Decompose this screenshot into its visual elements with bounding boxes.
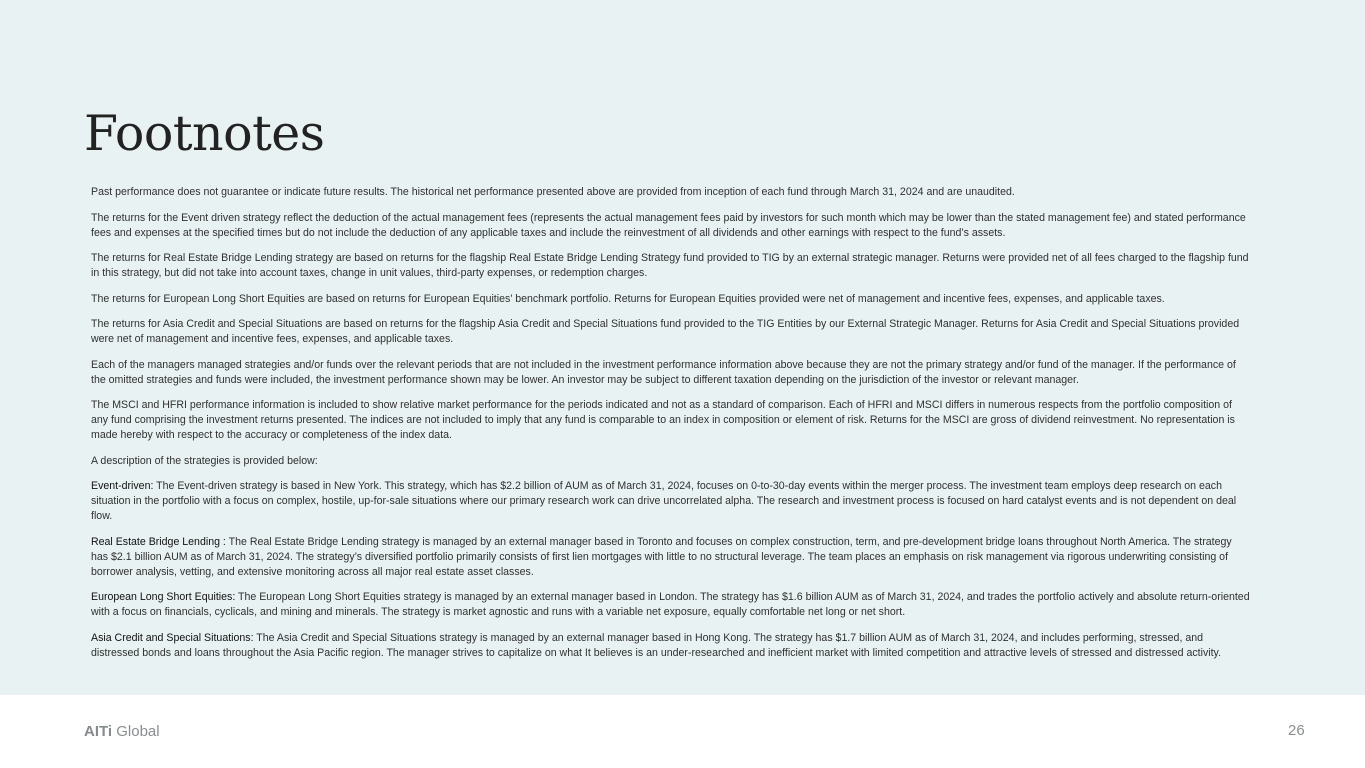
- footer: [0, 695, 1365, 768]
- strategy-text: The Event-driven strategy is based in New York. This strategy, which has $2.2 billion of AUM as of March 31, 2024, focuses on 0-to-30-day events within the merger process. The investment team employs deep research on each situation in the portfolio with a focus on complex, hostile, up-for-sale situations where our primary research work can drive uncorrelated alpha. The research and investment process is focused on hard catalyst events and is not dependent on deal flow.: [91, 480, 1237, 522]
- brand-name-bold: AITi: [84, 723, 113, 740]
- brand-logo: [84, 723, 160, 740]
- brand-name-light: Global: [112, 723, 160, 740]
- footnote-paragraph: The returns for European Long Short Equities are based on returns for European Equities’ benchmark portfolio. Returns for European Equities provided were net of management and incentive fees, expenses, and applicable taxes.: [91, 292, 1165, 305]
- strategy-name: Real Estate Bridge Lending :: [91, 535, 226, 548]
- page-number: 26: [1288, 722, 1305, 739]
- footnote-paragraph: The returns for Real Estate Bridge Lending strategy are based on returns for the flagship Real Estate Bridge Lending Strategy fund provided to TIG by an external strategic manager. Returns were provided net of all fees charged to the flagship fund in this strategy, but did not take into account taxes, change in unit values, third-party expenses, or redemption charges.: [91, 252, 1249, 279]
- strategy-text: The Real Estate Bridge Lending strategy is managed by an external manager based in Toronto and focuses on complex construction, term, and pre-development bridge loans throughout North America. The strategy has $2.1 billion AUM as of March 31, 2024. The strategy’s diversified portfolio primarily consists of first lien mortgages with little to no structural leverage. The team places an emphasis on risk management via rigorous underwriting consisting of borrower analysis, vetting, and extensive monitoring across all major real estate asset classes.: [91, 535, 1232, 578]
- strategy-text: The European Long Short Equities strategy is managed by an external manager based in London. The strategy has $1.6 billion AUM as of March 31, 2024, and trades the portfolio actively and absolute return-oriented with a focus on financials, cyclicals, and mining and minerals. The strategy is market agnostic and runs with a variable net exposure, equally comfortable net long or net short.: [91, 591, 1250, 618]
- strategy-description: [91, 631, 1251, 661]
- strategy-description: [91, 535, 1251, 580]
- strategy-description: [91, 590, 1251, 620]
- strategy-name: European Long Short Equities:: [91, 591, 236, 603]
- footnote-paragraph: Each of the managers managed strategies and/or funds over the relevant periods that are not included in the investment performance information above because they are not the primary strategy and/or fund of the manager. If the performance of the omitted strategies and funds were included, the investment performance shown may be lower. An investor may be subject to different taxation depending on the jurisdiction of the investor or relevant manager.: [91, 358, 1236, 386]
- page-title: Footnotes: [84, 105, 325, 162]
- strategy-name: Asia Credit and Special Situations:: [91, 631, 254, 644]
- footnote-paragraph: Past performance does not guarantee or indicate future results. The historical net performance presented above are provided from inception of each fund through March 31, 2024 and are unaudited.: [91, 186, 1015, 198]
- footnotes-text: [91, 185, 1251, 671]
- footnote-paragraph: The MSCI and HFRI performance information is included to show relative market performance for the periods indicated and not as a standard of comparison. Each of HFRI and MSCI differs in numerous respects from the portfolio composition of any fund comprising the investment returns presented. The indices are not included to imply that any fund is comparable to an index in composition or element of risk. Returns for the MSCI are gross of dividend reinvestment. No representation is made hereby with respect to the accuracy or completeness of the index data.: [91, 399, 1235, 441]
- strategy-text: The Asia Credit and Special Situations strategy is managed by an external manager based in Hong Kong. The strategy has $1.7 billion AUM as of March 31, 2024, and includes performing, stressed, and distressed bonds and loans throughout the Asia Pacific region. The manager strives to capitalize on what It believes is an under-researched and inefficient market with limited competition and attractive levels of stressed and distressed activity.: [91, 631, 1222, 659]
- footnote-paragraph: The returns for the Event driven strategy reflect the deduction of the actual management fees (represents the actual management fees paid by investors for such month which may be lower than the stated management fee) and stated performance fees and expenses at the specified times but do not include the deduction of any applicable taxes and include the reinvestment of all dividends and other earnings with respect to the fund’s assets.: [91, 211, 1246, 239]
- footnote-paragraph: The returns for Asia Credit and Special Situations are based on returns for the flagship Asia Credit and Special Situations fund provided to the TIG Entities by our External Strategic Manager. Returns for Asia Credit and Special Situations provided were net of management and incentive fees, expenses, and applicable taxes.: [91, 318, 1240, 345]
- strategy-description: [91, 479, 1251, 524]
- footnote-paragraph: A description of the strategies is provided below:: [91, 454, 318, 467]
- strategy-name: Event-driven:: [91, 480, 154, 492]
